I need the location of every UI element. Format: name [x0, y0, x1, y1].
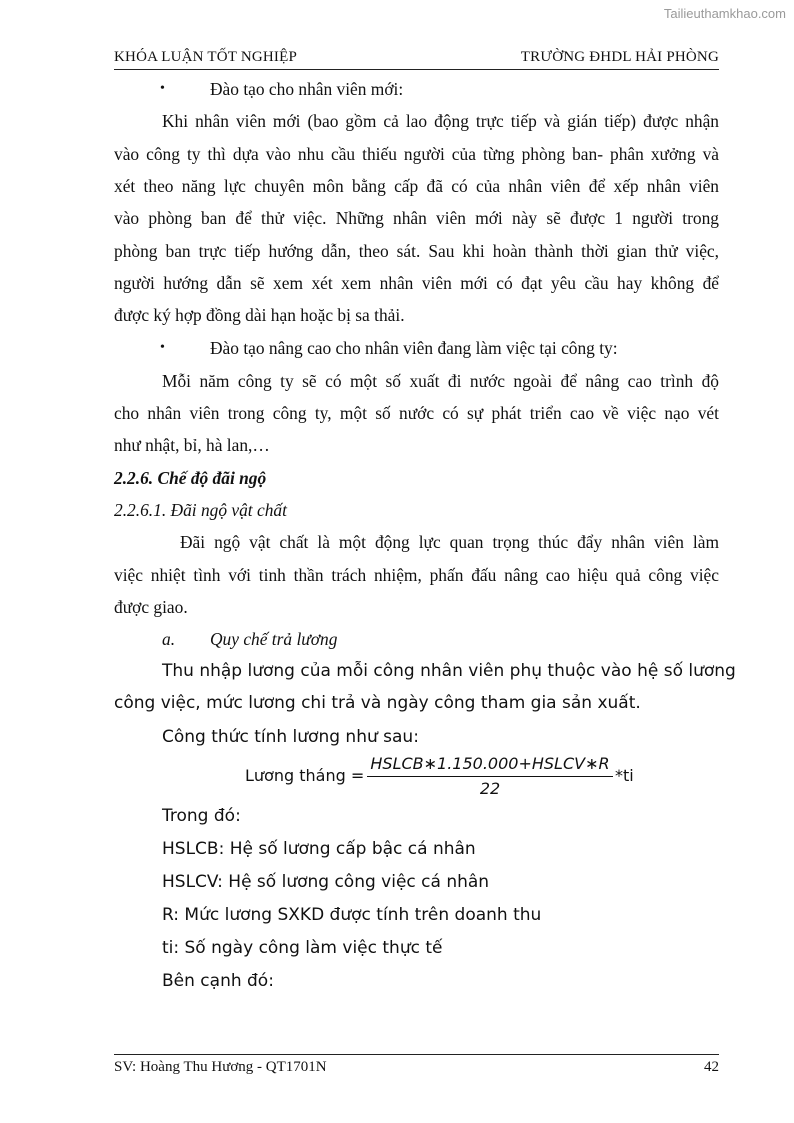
- paragraph-line: người hướng dẫn sẽ xem xét xem nhân viên mới có đạt yêu cầu hay không để: [114, 273, 719, 293]
- header-left: KHÓA LUẬN TỐT NGHIỆP: [114, 49, 298, 65]
- paragraph-line: cho nhân viên trong công ty, một số nước có sự phát triển cao về việc nạo vét: [114, 403, 719, 423]
- definition-line: Trong đó:: [162, 806, 241, 826]
- page-number: 42: [704, 1059, 719, 1075]
- definition-line: ti: Số ngày công làm việc thực tế: [162, 938, 443, 958]
- page-header: [114, 47, 719, 70]
- formula-label: Lương tháng =: [245, 766, 365, 785]
- paragraph-line: vào công ty thì dựa vào nhu cầu thiếu người của từng phòng ban- phân xưởng và: [114, 144, 719, 164]
- salary-formula: [245, 754, 645, 800]
- paragraph-line: Mỗi năm công ty sẽ có một số xuất đi nước ngoài để nâng cao trình độ: [162, 371, 719, 391]
- definition-line: Bên cạnh đó:: [162, 971, 274, 991]
- formula-denominator: 22: [479, 779, 501, 798]
- list-marker: a.: [162, 629, 176, 649]
- header-right: TRƯỜNG ĐHDL HẢI PHÒNG: [520, 49, 719, 65]
- paragraph-line: công việc, mức lương chi trả và ngày công tham gia sản xuất.: [114, 693, 641, 713]
- formula-intro: Công thức tính lương như sau:: [162, 727, 419, 747]
- bullet-item-advanced-training: Đào tạo nâng cao cho nhân viên đang làm việc tại công ty:: [210, 338, 618, 358]
- paragraph-line: vào phòng ban để thử việc. Những nhân viên mới này sẽ được 1 người trong: [114, 208, 719, 228]
- paragraph-line: như nhật, bỉ, hà lan,…: [114, 435, 270, 455]
- bullet-icon: •: [160, 81, 165, 96]
- paragraph-line: được giao.: [114, 597, 188, 617]
- paragraph-line: Thu nhập lương của mỗi công nhân viên phụ thuộc vào hệ số lương: [162, 661, 736, 681]
- subsection-heading: 2.2.6.1. Đãi ngộ vật chất: [114, 500, 287, 520]
- footer-author: SV: Hoàng Thu Hương - QT1701N: [114, 1059, 327, 1075]
- section-heading: 2.2.6. Chế độ đãi ngộ: [114, 468, 267, 488]
- fraction-bar: [367, 776, 613, 777]
- paragraph-line: được ký hợp đồng dài hạn hoặc bị sa thải.: [114, 305, 405, 325]
- watermark: Tailieuthamkhao.com: [663, 6, 786, 21]
- paragraph-line: phòng ban trực tiếp hướng dẫn, theo sát. Sau khi hoàn thành thời gian thử việc,: [114, 241, 719, 261]
- paragraph-line: việc nhiệt tình với tinh thần trách nhiệm, phấn đấu nâng cao hiệu quả công việc: [114, 565, 719, 585]
- definition-line: HSLCV: Hệ số lương công việc cá nhân: [162, 872, 490, 892]
- formula-numerator: HSLCB∗1.150.000+HSLCV∗R: [370, 754, 610, 773]
- formula-tail: *ti: [615, 766, 634, 785]
- definition-line: R: Mức lương SXKD được tính trên doanh thu: [162, 905, 542, 925]
- paragraph-line: Đãi ngộ vật chất là một động lực quan trọng thúc đẩy nhân viên làm: [180, 532, 719, 552]
- paragraph-line: xét theo năng lực chuyên môn bằng cấp đã có của nhân viên để xếp nhân viên: [114, 176, 719, 196]
- definition-line: HSLCB: Hệ số lương cấp bậc cá nhân: [162, 839, 476, 859]
- bullet-icon: •: [160, 340, 165, 355]
- subsection-title: Quy chế trả lương: [210, 629, 338, 649]
- bullet-item-new-staff: Đào tạo cho nhân viên mới:: [210, 79, 404, 99]
- page-footer: [114, 1054, 719, 1079]
- paragraph-line: Khi nhân viên mới (bao gồm cả lao động trực tiếp và gián tiếp) được nhận: [162, 111, 719, 131]
